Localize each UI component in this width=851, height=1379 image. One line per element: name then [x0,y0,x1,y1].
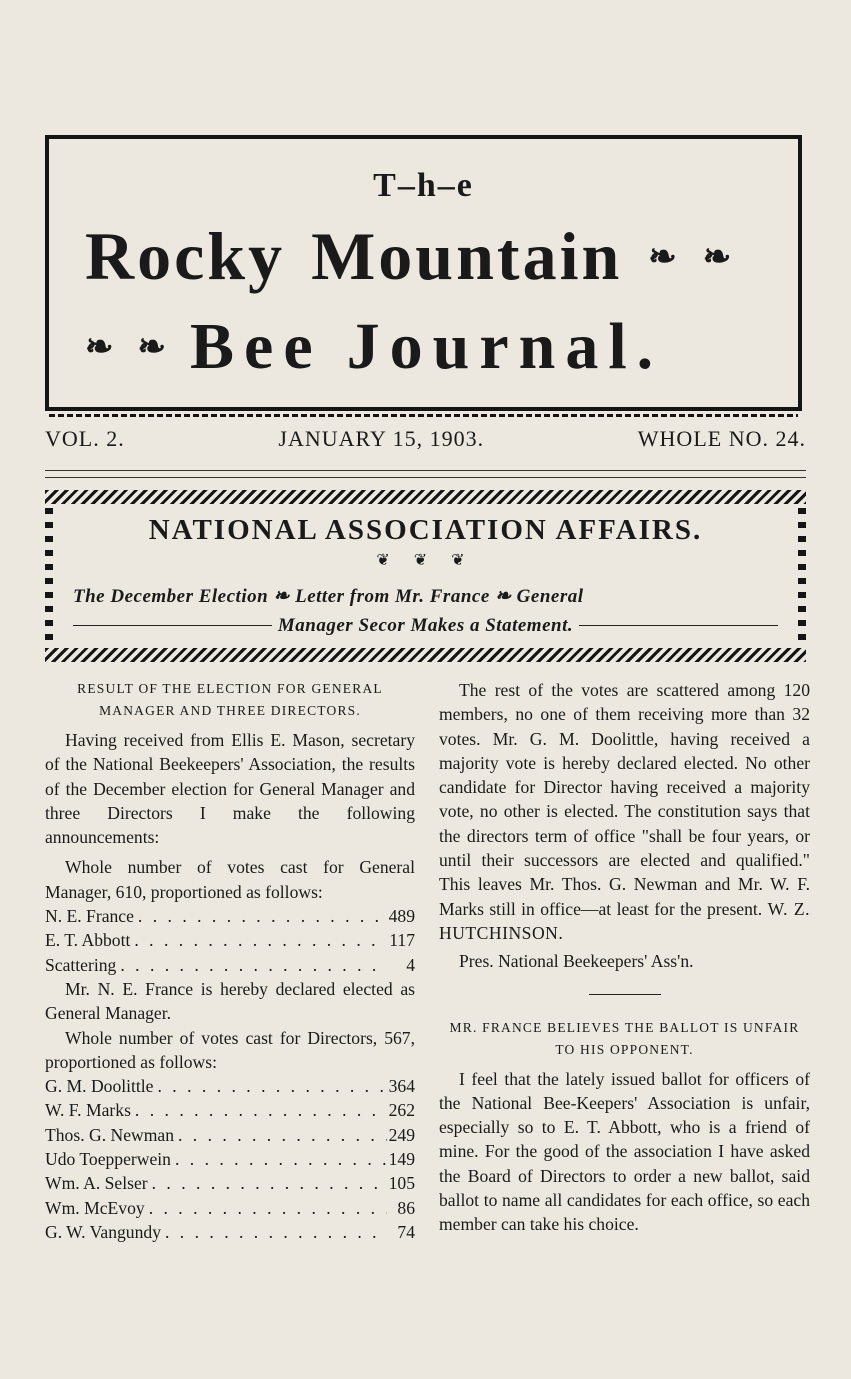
signature-title: Pres. National Beekeepers' Ass'n. [459,951,694,972]
table-row: W. F. Marks . . . 262 [45,1098,415,1122]
table-row: E. T. Abbott . . . 117 [45,928,415,952]
ornament-dots-icon: ❦ ❦ ❦ [376,552,475,569]
masthead [45,135,802,411]
paragraph: Having received from Ellis E. Mason, secretary of the National Beekeepers' Association, the results of the December election for General Manager and three Directors I make the following announcements: [45,730,415,848]
paragraph: Whole number of votes cast for Directors, 567, proportioned as follows: [45,1027,415,1072]
right-column [439,678,810,1237]
volume-label: VOL. 2. [45,426,125,451]
director-vote-list [45,1074,415,1244]
double-rule-divider [45,470,806,478]
title-word-rocky: Rocky [85,218,286,294]
divider [589,994,661,995]
ornament-leaf-icon: ❧ [648,238,677,276]
article-heading: MR. FRANCE BELIEVES THE BALLOT IS UNFAIR TO HIS OPPONENT. [449,1019,800,1057]
subtitle-line-2: Manager Secor Makes a Statement. [277,615,574,636]
section-subtitle [73,582,778,640]
whole-number: WHOLE NO. 24. [637,426,806,451]
article-heading: RESULT OF THE ELECTION FOR GENERAL MANAGER AND THREE DIRECTORS. [77,681,383,718]
table-row: Thos. G. Newman . . . 249 [45,1123,415,1147]
title-word-bee: Bee [190,310,323,383]
table-row: N. E. France . . . 489 [45,904,415,928]
table-row: Udo Toepperwein . . . 149 [45,1147,415,1171]
paragraph: Mr. N. E. France is hereby declared elected as General Manager. [45,978,415,1024]
paragraph: The rest of the votes are scattered among 120 members, no one of them receiving more than 32 votes. Mr. G. M. Doolittle, having received a majority vote is hereby declared elected. No other candidate for Director having received a majority vote, no other is elected. The constitution says that the directors term of office "shall be four years, or until their successors are elected and qualified." This leaves Mr. Thos. G. Newman and Mr. W. F. Marks still in office—at least for the present. W. Z. HUTCHINSON. [439,680,810,943]
title-line-1 [85,217,768,296]
dateline [45,426,806,452]
title-word-mountain: Mountain [311,218,623,294]
border-ornament-top [45,490,806,504]
paragraph: I feel that the lately issued ballot for officers of the National Bee-Keepers' Association is unfair, especially so to E. T. Abbott, who is a friend of mine. For the good of the association I have asked the Board of Directors to order a new ballot, said ballot to name all candidates for each office, so each member can take his choice. [439,1068,810,1235]
table-row: Scattering . . . 4 [45,953,415,977]
section-title: NATIONAL ASSOCIATION AFFAIRS. [148,514,703,546]
ornament-leaf-icon: ❧ [702,238,732,276]
masthead-the: T–h–e [373,167,474,204]
section-banner [45,490,806,662]
signature: W. Z. HUTCHINSON. [439,898,810,943]
table-row: Wm. A. Selser . . . 105 [45,1171,415,1195]
issue-date: JANUARY 15, 1903. [278,426,485,451]
border-ornament-bottom [45,648,806,662]
paragraph: Whole number of votes cast for General Manager, 610, proportioned as follows: [45,857,415,902]
title-line-2 [85,309,768,385]
subtitle-line-1: The December Election ❧ Letter from Mr. France ❧ General [73,586,584,607]
ornament-leaf-icon: ❧ [85,329,114,366]
table-row: Wm. McEvoy . . . 86 [45,1196,415,1220]
table-row: G. W. Vangundy . . . 74 [45,1220,415,1244]
title-word-journal: Journal. [346,310,664,383]
gm-vote-list [45,904,415,977]
table-row: G. M. Doolittle . . . 364 [45,1074,415,1098]
left-column [45,678,415,1244]
ornament-leaf-icon: ❧ [137,329,166,366]
